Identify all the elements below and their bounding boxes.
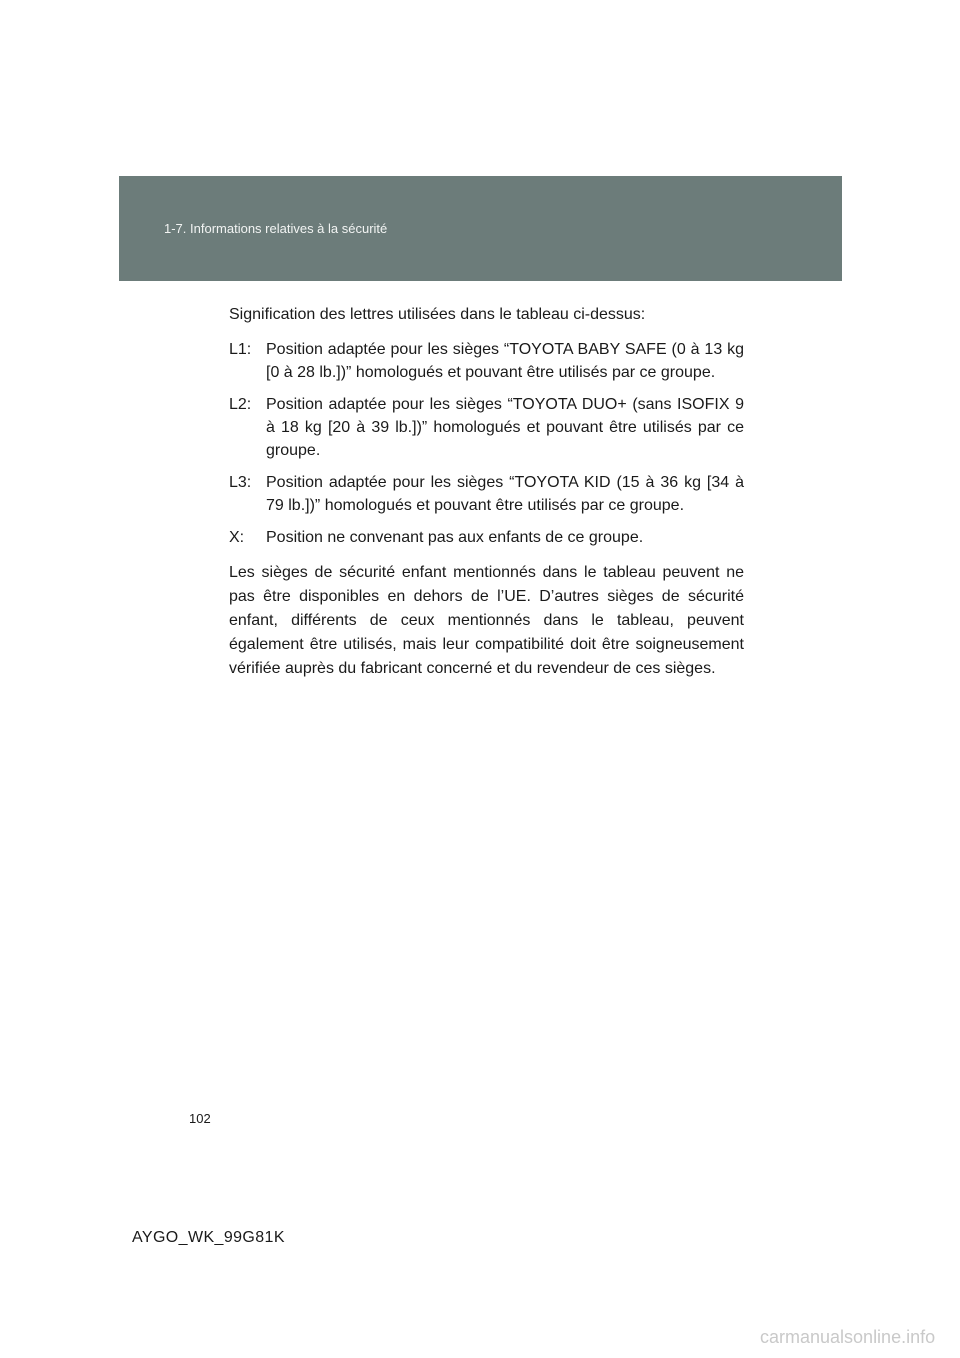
legend-text: Position ne convenant pas aux enfants de ce groupe. [266, 529, 644, 546]
section-header-band [119, 176, 842, 281]
section-title: 1-7. Informations relatives à la sécurité [164, 221, 388, 236]
legend-text: Position adaptée pour les sièges “TOYOTA BABY SAFE (0 à 13 kg [0 à 28 lb.])” homologués et pouvant être utilisés par ce groupe. [266, 341, 744, 381]
legend-key: L3: [229, 474, 252, 491]
document-code: AYGO_WK_99G81K [132, 1229, 285, 1246]
legend-text: Position adaptée pour les sièges “TOYOTA KID (15 à 36 kg [34 à 79 lb.])” homologués et pouvant être utilisés par ce groupe. [266, 474, 744, 514]
legend-text: Position adaptée pour les sièges “TOYOTA DUO+ (sans ISOFIX 9 à 18 kg [20 à 39 lb.])” homologués et pouvant être utilisés par ce groupe. [266, 396, 744, 459]
legend-key: L2: [229, 396, 252, 413]
legend-key: L1: [229, 341, 252, 358]
legend-item-l1 [229, 338, 744, 384]
legend-list [229, 338, 744, 549]
closing-paragraph: Les sièges de sécurité enfant mentionnés dans le tableau peuvent ne pas être disponibles en dehors de l’UE. D’autres sièges de sécurité enfant, différents de ceux mentionnés dans le tableau, peuvent également être utilisés, mais leur compatibilité doit être soigneusement vérifiée auprès du fabricant concerné et du revendeur de ces sièges. [229, 564, 744, 677]
legend-item-l3 [229, 471, 744, 517]
legend-item-x [229, 526, 744, 549]
page-number: 102 [189, 1111, 211, 1126]
legend-item-l2 [229, 393, 744, 462]
legend-key: X: [229, 529, 245, 546]
page-content [229, 303, 744, 681]
site-watermark: carmanualsonline.info [760, 1327, 936, 1347]
legend-intro: Signification des lettres utilisées dans le tableau ci-dessus: [229, 306, 646, 323]
